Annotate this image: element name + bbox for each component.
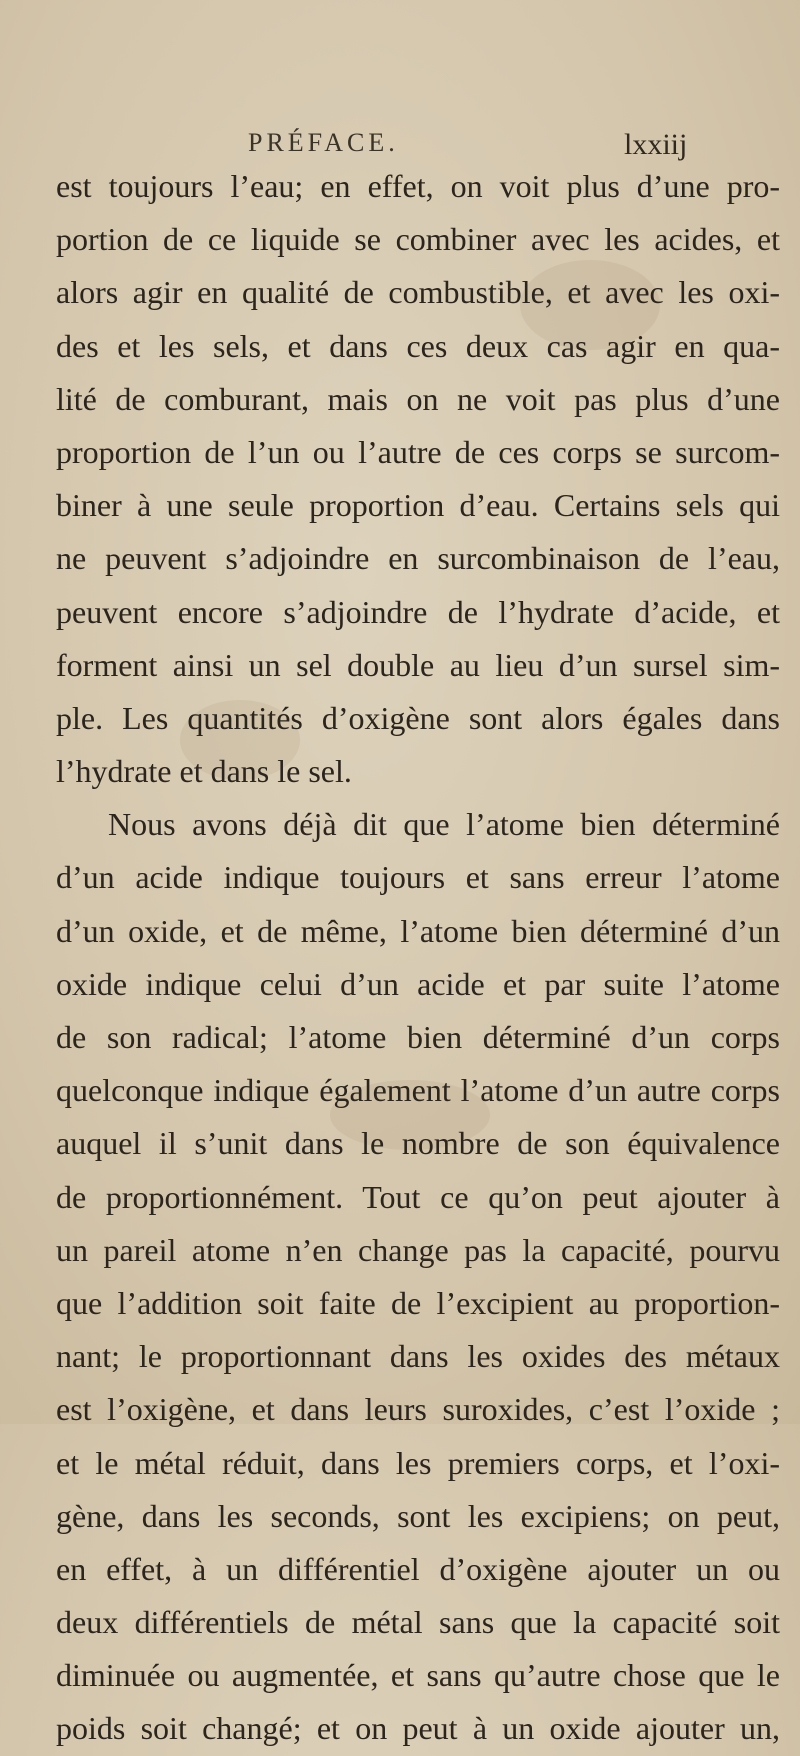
body-text: [56, 160, 780, 1756]
text-line: alors agir en qualité de combustible, et avec les oxi-: [56, 274, 780, 311]
text-line: proportion de l’un ou l’autre de ces corps se surcom-: [56, 433, 780, 470]
text-line: est l’oxigène, et dans leurs suroxides, c’est l’oxide ;: [56, 1391, 780, 1428]
text-line: quelconque indique également l’atome d’un autre corps: [56, 1072, 780, 1109]
text-line: portion de ce liquide se combiner avec les acides, et: [56, 221, 780, 258]
text-line: est toujours l’eau; en effet, on voit plus d’une pro-: [56, 168, 780, 204]
text-line: deux différentiels de métal sans que la capacité soit: [56, 1604, 780, 1641]
page-number: lxxiij: [624, 128, 688, 161]
text-line: et le métal réduit, dans les premiers corps, et l’oxi-: [56, 1444, 780, 1481]
text-line: d’un oxide, et de même, l’atome bien déterminé d’un: [56, 912, 780, 949]
text-line: poids soit changé; et on peut à un oxide ajouter un,: [56, 1710, 780, 1747]
text-line: auquel il s’unit dans le nombre de son équivalence: [56, 1125, 780, 1162]
text-line: peuvent encore s’adjoindre de l’hydrate d’acide, et: [56, 593, 780, 630]
text-line: forment ainsi un sel double au lieu d’un sursel sim-: [56, 646, 780, 683]
text-line: oxide indique celui d’un acide et par suite l’atome: [56, 965, 780, 1002]
text-line: des et les sels, et dans ces deux cas agir en qua-: [56, 327, 780, 364]
text-line: un pareil atome n’en change pas la capacité, pourvu: [56, 1231, 780, 1268]
text-line: ple. Les quantités d’oxigène sont alors égales dans: [56, 699, 780, 736]
text-line: que l’addition soit faite de l’excipient au proportion-: [56, 1284, 780, 1321]
text-line: lité de comburant, mais on ne voit pas plus d’une: [56, 380, 780, 417]
text-line: de proportionnément. Tout ce qu’on peut ajouter à: [56, 1178, 780, 1215]
text-line: gène, dans les seconds, sont les excipiens; on peut,: [56, 1497, 780, 1534]
text-line: ne peuvent s’adjoindre en surcombinaison de l’eau,: [56, 540, 780, 577]
paragraph-end-line: l’hydrate et dans le sel.: [56, 753, 352, 790]
text-line: d’un acide indique toujours et sans erreur l’atome: [56, 859, 780, 896]
running-head: PRÉFACE.: [248, 128, 399, 157]
paragraph-start-line: Nous avons déjà dit que l’atome bien déterminé: [108, 806, 780, 843]
text-line: de son radical; l’atome bien déterminé d’un corps: [56, 1019, 780, 1055]
text-line: biner à une seule proportion d’eau. Certains sels qui: [56, 487, 780, 524]
text-line: en effet, à un différentiel d’oxigène ajouter un ou: [56, 1550, 780, 1587]
text-line: diminuée ou augmentée, et sans qu’autre chose que le: [56, 1657, 780, 1694]
text-line: nant; le proportionnant dans les oxides des métaux: [56, 1338, 780, 1375]
